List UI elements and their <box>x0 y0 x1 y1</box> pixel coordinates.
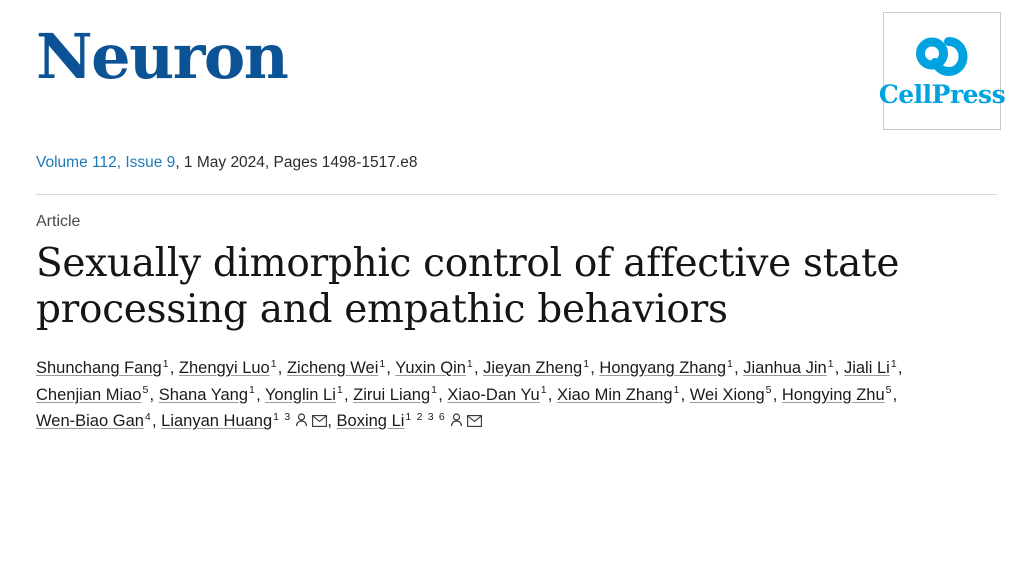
person-icon[interactable] <box>295 409 308 436</box>
author-entry <box>557 386 681 404</box>
author-affiliation-marker[interactable]: 1 <box>162 357 170 370</box>
author-separator: , <box>590 359 600 378</box>
author-affiliation-marker[interactable]: 1 <box>336 384 344 397</box>
author-name[interactable]: Wen-Biao Gan <box>36 412 144 431</box>
author-list <box>36 355 997 436</box>
page-title: Sexually dimorphic control of affective state processing and empathic behaviors <box>36 241 900 333</box>
masthead <box>0 0 1033 132</box>
author-separator: , <box>277 359 287 378</box>
author-name[interactable]: Zirui Liang <box>353 385 431 404</box>
author-separator: , <box>834 359 844 378</box>
author-affiliation-marker[interactable]: 1 <box>431 384 439 397</box>
author-name[interactable]: Jiali Li <box>843 359 890 378</box>
author-affiliation-marker[interactable]: 1 <box>249 384 257 397</box>
author-separator: , <box>151 412 162 431</box>
author-entry <box>159 386 256 404</box>
author-name[interactable]: Jianhua Jin <box>743 359 827 378</box>
author-entry <box>447 386 547 404</box>
author-affiliation-marker[interactable]: 5 <box>885 384 893 397</box>
cellpress-infinity-icon <box>915 36 969 80</box>
article-block <box>0 195 1033 436</box>
author-affiliation-marker[interactable]: 5 <box>765 384 773 397</box>
article-type-label: Article <box>36 213 81 230</box>
author-separator: , <box>343 385 354 404</box>
cellpress-logo[interactable] <box>878 12 1006 130</box>
author-entry <box>179 359 278 377</box>
author-affiliation-marker[interactable]: 1 <box>890 357 898 370</box>
author-entry <box>782 386 893 404</box>
author-name[interactable]: Hongying Zhu <box>781 385 885 404</box>
author-name[interactable]: Lianyan Huang <box>161 412 273 431</box>
author-affiliation-marker[interactable]: 1 <box>673 384 681 397</box>
author-entry <box>483 359 590 377</box>
author-entry <box>337 412 482 430</box>
author-name[interactable]: Chenjian Miao <box>36 385 142 404</box>
author-name[interactable]: Xiao Min Zhang <box>556 385 673 404</box>
author-separator: , <box>680 385 690 404</box>
author-name[interactable]: Shana Yang <box>158 385 249 404</box>
author-entry <box>395 359 474 377</box>
issue-date-pages: , 1 May 2024, Pages 1498-1517.e8 <box>175 154 418 171</box>
author-entry <box>743 359 835 377</box>
author-affiliation-marker[interactable]: 1 2 3 6 <box>405 410 446 423</box>
author-separator: , <box>547 385 557 404</box>
author-entry <box>844 359 898 377</box>
author-entry <box>36 359 170 377</box>
author-affiliation-marker[interactable]: 1 <box>540 384 548 397</box>
author-separator: , <box>438 385 448 404</box>
author-affiliation-marker[interactable]: 1 <box>270 357 278 370</box>
author-separator: , <box>256 385 265 404</box>
author-name[interactable]: Yonglin Li <box>264 385 336 404</box>
journal-title[interactable]: Neuron <box>36 20 288 93</box>
author-entry <box>36 386 150 404</box>
author-separator: , <box>473 359 484 378</box>
author-separator: , <box>892 385 898 404</box>
author-entry <box>690 386 773 404</box>
author-separator: , <box>327 412 337 431</box>
author-name[interactable]: Zhengyi Luo <box>178 359 270 378</box>
author-separator: , <box>734 359 744 378</box>
person-icon[interactable] <box>450 409 463 436</box>
author-affiliation-marker[interactable]: 1 <box>466 357 474 370</box>
author-affiliation-marker[interactable]: 1 3 <box>273 410 292 423</box>
author-affiliation-marker[interactable]: 4 <box>144 410 152 423</box>
author-name[interactable]: Xiao-Dan Yu <box>447 385 540 404</box>
author-affiliation-marker[interactable]: 1 <box>727 357 735 370</box>
volume-issue-link[interactable]: Volume 112, Issue 9 <box>36 154 176 171</box>
author-separator: , <box>169 359 179 378</box>
author-name[interactable]: Jieyan Zheng <box>483 359 583 378</box>
author-entry <box>287 359 386 377</box>
author-entry <box>161 412 327 430</box>
envelope-icon[interactable] <box>312 409 327 436</box>
author-affiliation-marker[interactable]: 1 <box>827 357 835 370</box>
author-entry <box>353 386 438 404</box>
author-entry <box>265 386 344 404</box>
author-name[interactable]: Hongyang Zhang <box>599 359 727 378</box>
author-name[interactable]: Wei Xiong <box>689 385 765 404</box>
author-entry <box>36 412 152 430</box>
issue-info <box>0 132 1033 172</box>
author-affiliation-marker[interactable]: 5 <box>142 384 150 397</box>
author-separator: , <box>772 385 782 404</box>
author-separator: , <box>386 359 396 378</box>
author-name[interactable]: Boxing Li <box>336 412 405 431</box>
author-affiliation-marker[interactable]: 1 <box>379 357 387 370</box>
envelope-icon[interactable] <box>467 409 482 436</box>
author-name[interactable]: Shunchang Fang <box>36 359 162 378</box>
author-name[interactable]: Zicheng Wei <box>286 359 379 378</box>
cellpress-wordmark: CellPress <box>878 79 1006 109</box>
author-affiliation-marker[interactable]: 1 <box>583 357 591 370</box>
author-separator: , <box>149 385 159 404</box>
author-name[interactable]: Yuxin Qin <box>395 359 466 378</box>
author-separator: , <box>897 359 903 378</box>
author-entry <box>599 359 734 377</box>
